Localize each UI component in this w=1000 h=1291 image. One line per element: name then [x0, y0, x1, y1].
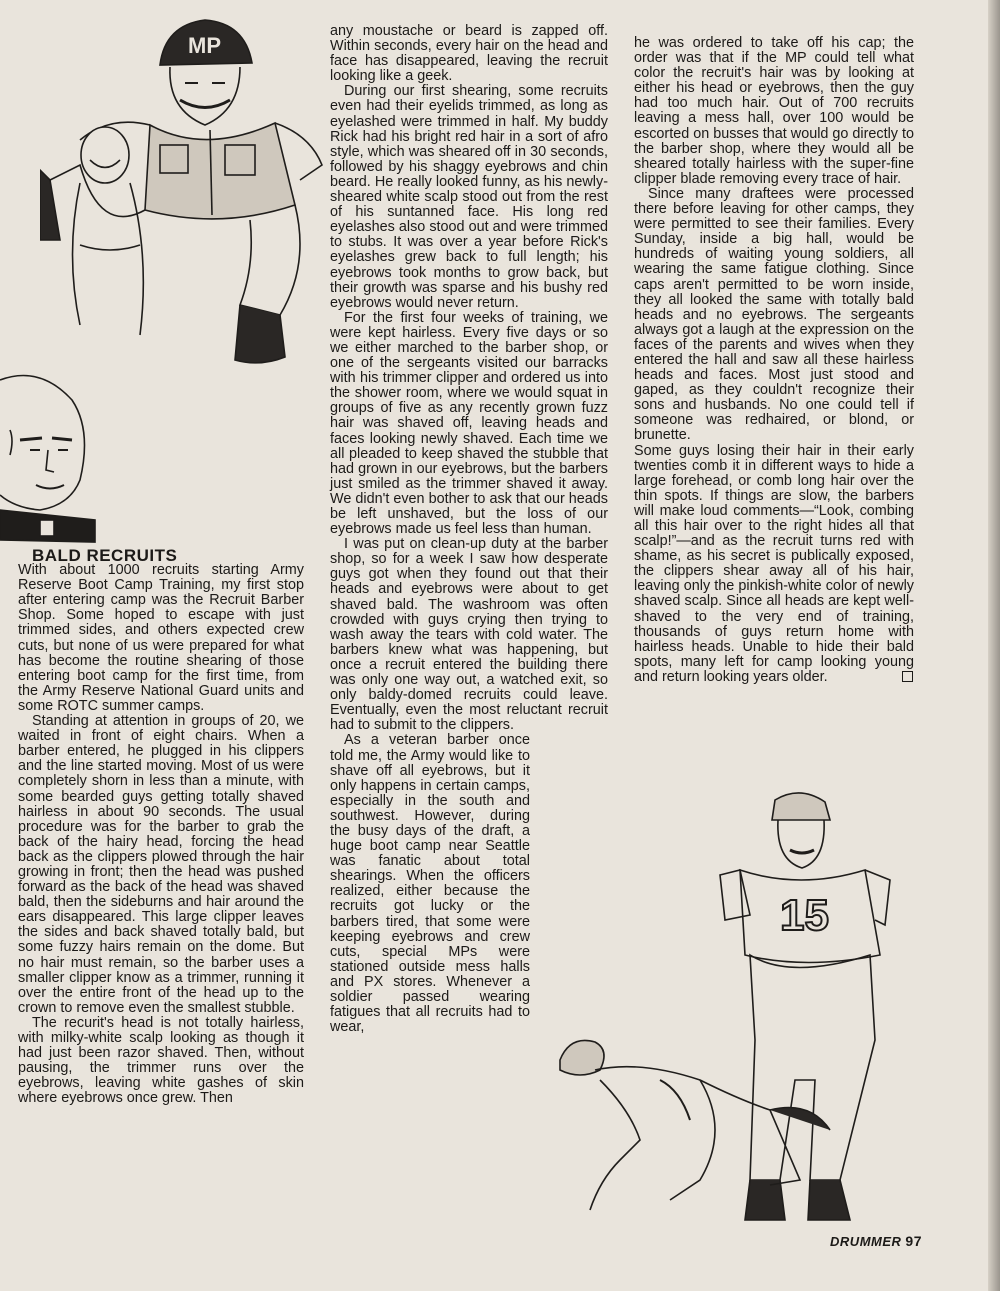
paragraph: Some guys losing their hair in their early twenties comb it in different ways to hide a large forehead, or comb long hair over the thin spots. If things are slow, the barbers will make loud comments—“Look, combing all this hair over to the right hides all that scalp!”—and as the recruit turns red with shame, as his secret is publically exposed, the clippers shear away all of his hair, leaving only the pinkish-white color of newly shaved scalp. Since all heads are kept well-shaved to the very end of training, thousands of guys return home with hairless heads. Unable to hide their bald spots, many left for camp looking young and return looking years older.: [634, 442, 914, 685]
helmet-label: MP: [188, 33, 221, 58]
illustration-bald-head: [0, 370, 100, 545]
illustration-mp-with-recruit: [40, 5, 338, 370]
magazine-name: DRUMMER: [830, 1234, 902, 1249]
paragraph: any moustache or beard is zapped off. Within seconds, every hair on the head and face has disappeared, leaving the recruit looking like a geek.: [330, 23, 608, 85]
paragraph: I was put on clean-up duty at the barber shop, so for a week I saw how desperate guys got when they found out that their heads and eyebrows were about to get shaved bald. The washroom was often crowded with guys crying then trying to wash away the tears with cold water. The barbers knew what was happening, but once a recruit entered the building there was only one way out, a watched exit, so only baldy-domed recruits could leave. Eventually, even the most reluctant recruit had to submit to the clippers.: [330, 536, 608, 734]
paragraph: For the first four weeks of training, we were kept hairless. Every five days or so we either marched to the barber shop, or one of the sergeants visited our barracks with his trimmer clipper and ordered us into the shower room, where we would squat in groups of five as any recently grown fuzz hair was shaved off, leaving heads and faces looking newly shaved. Each time we all pleaded to keep shaved the stubble that had grown in our eyebrows, but the barbers just smiled as the trimmer shaved it away. We didn't even bother to ask that our heads be left unshaved, but the loss of our eyebrows made us feel less than human.: [330, 309, 608, 538]
page-footer: [830, 1233, 922, 1249]
paragraph: As a veteran barber once told me, the Army would like to shave off all eyebrows, but it only happens in certain camps, especially in the south and southwest. However, during the busy days of the draft, a huge boot camp near Seattle was fanatic about total shearings. When the officers realized, either because the recruits got lucky or the barbers tired, that some were keeping eyebrows and crew cuts, special MPs were stationed outside mess halls and PX stores. Whenever a soldier passed wearing fatigues that all recruits had to wear,: [330, 732, 530, 1036]
article-column-3: [634, 36, 914, 685]
paragraph: During our first shearing, some recruits even had their eyelids trimmed, as long as eyelashed were trimmed in half. My buddy Rick had his bright red hair in a sort of afro style, which was sheared off in 30 seconds, followed by his shaggy eyebrows and chin beard. He really looked funny, as his newly-sheared white scalp stood out from the rest of his suntanned face. His long red eyelashes also stood out and were trimmed to stubs. It was over a year before Rick's eyelashes grew back to full length; his eyebrows took months to grow back, but their growth was sparse and his bushy red eyebrows would never return.: [330, 83, 608, 311]
paragraph: he was ordered to take off his cap; the order was that if the MP could tell what color the recruit's hair was by looking at either his head or eyebrows, then the guy had too much hair. Out of 700 recruits leaving a mess hall, over 100 would be escorted on busses that would go directly to the barber shop, where they would all be sheared totally hairless with the super-fine clipper blade removing every trace of hair.: [634, 35, 914, 187]
paragraph: Since many draftees were processed there before leaving for other camps, they were permitted to see their families. Every Sunday, inside a big hall, would be hundreds of waiting young soldiers, all wearing the same fatigue clothing. Since caps aren't permitted to be worn inside, they all looked the same with totally bald heads and no eyebrows. The sergeants always got a laugh at the expression on the faces of the parents and wives when they entered the hall and saw all these hairless heads and faces. Most just stood and gaped, as they couldn't recognize their sons and husbands. No one could tell if someone was redhaired, or blond, or brunette.: [634, 185, 914, 444]
paragraph: Standing at attention in groups of 20, we waited in front of eight chairs. When a barber entered, he plugged in his clippers and the line started moving. Most of us were completely shorn in less than a minute, with some bearded guys getting totally shaved hairless in about 90 seconds. The usual procedure was for the barber to grab the back of the hairy head, forcing the head back as the clippers plowed through the hair growing in front; then the head was pushed forward as the back of the head was shaved bald, then the sideburns and hair around the ears disappeared. This large clipper leaves the sides and back shaved totally bald, but some fuzzy hairs remain on the dome. But no hair must remain, so the barber uses a smaller clipper know as a trimmer, running it over the entire front of the head up to the crown to remove even the smallest stubble.: [18, 713, 304, 1016]
illustration-football-player: [540, 780, 990, 1240]
page-number: 97: [905, 1233, 922, 1249]
article-column-1: [18, 548, 304, 1106]
jersey-number: 15: [780, 891, 829, 940]
paragraph: The recurit's head is not totally hairless, with milky-white scalp looking as though it had just been razor shaved. Then, without pausing, the trimmer runs over the eyebrows, leaving white gashes of skin where eyebrows once grew. Then: [18, 1014, 304, 1107]
paragraph: With about 1000 recruits starting Army Reserve Boot Camp Training, my first stop after entering camp was the Recruit Barber Shop. Some hoped to escape with just trimmed sides, and others expected crew cuts, but none of us were prepared for what has become the routine shearing of those entering boot camp for the first time, from the Army Reserve National Guard units and some ROTC summer camps.: [18, 562, 304, 714]
article-heading: BALD RECRUITS: [32, 546, 178, 565]
end-of-article-mark: [902, 671, 913, 682]
